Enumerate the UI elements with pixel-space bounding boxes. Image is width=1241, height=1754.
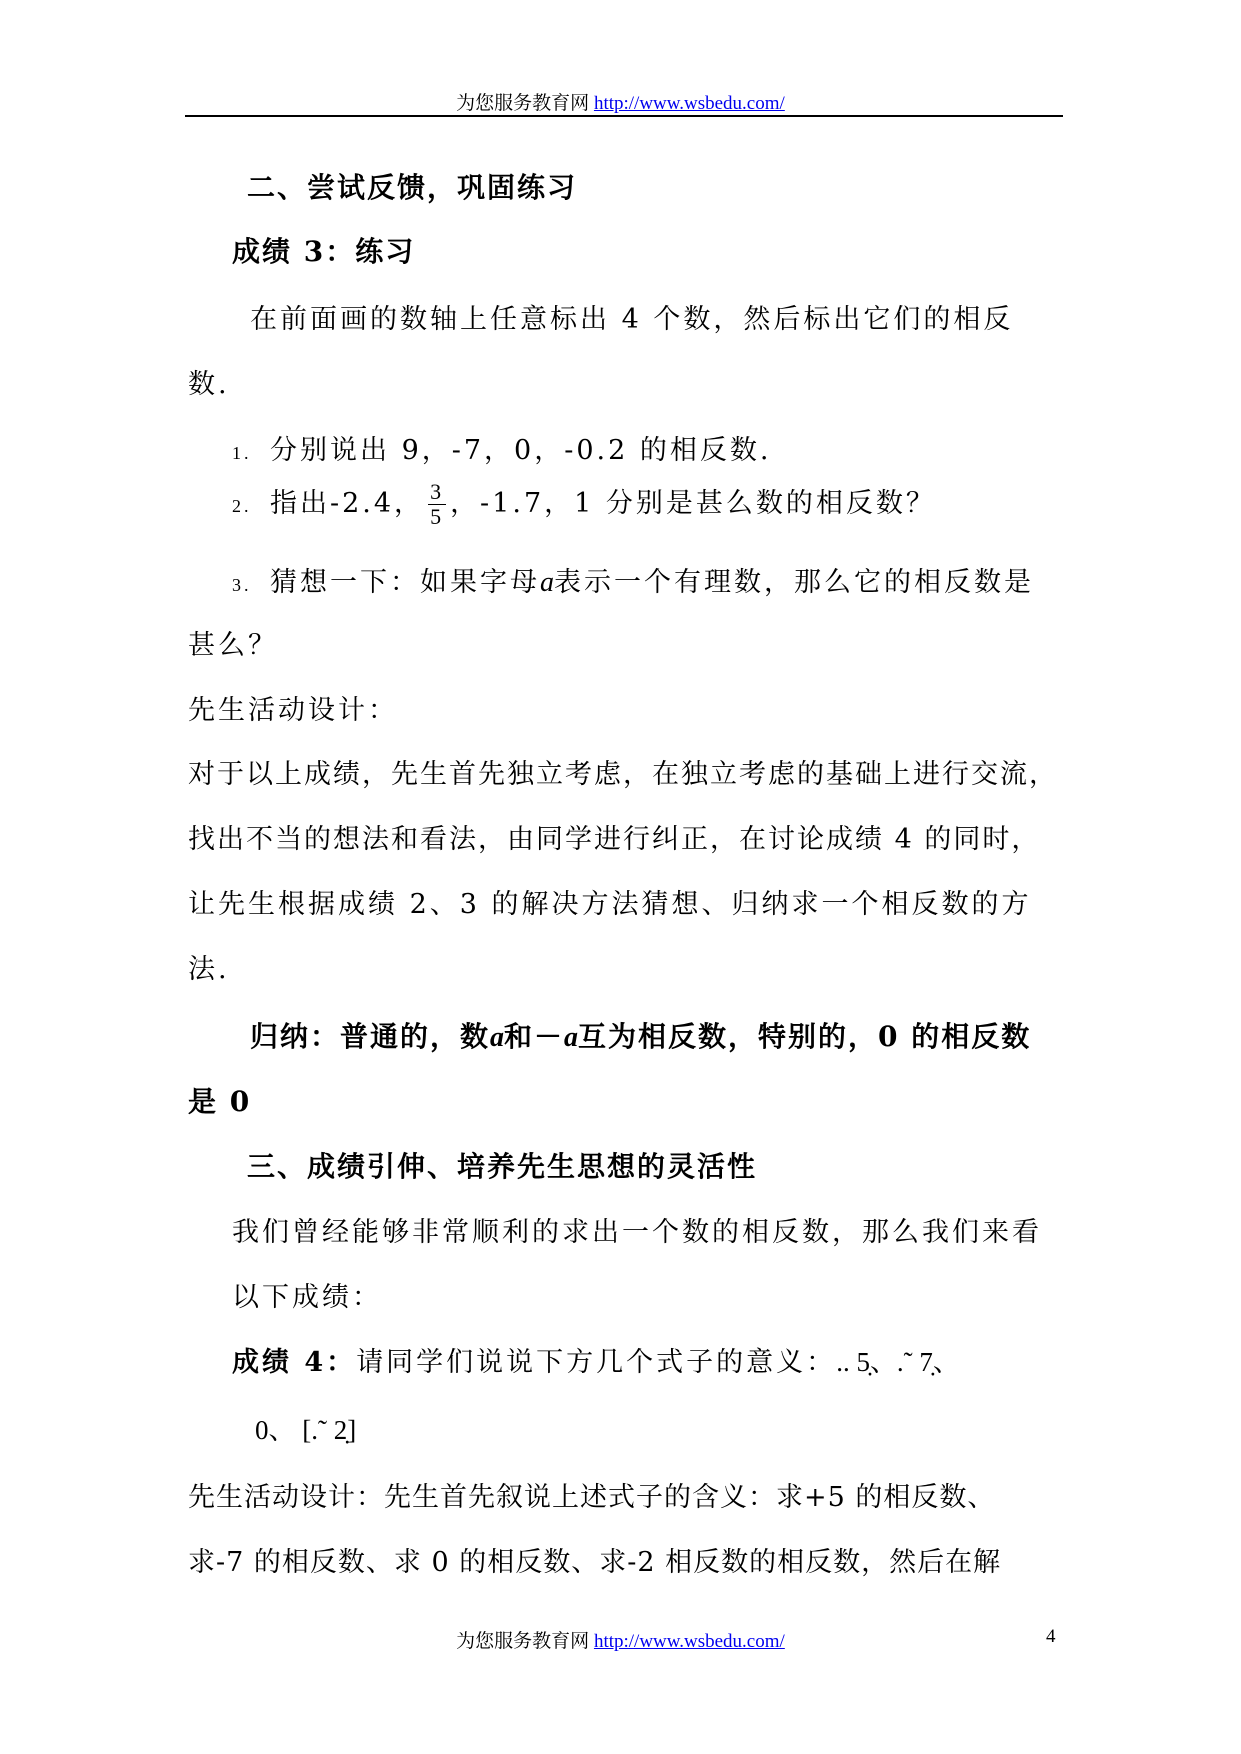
activity-line-4: 法. <box>188 954 230 985</box>
section-3-intro-line1: 我们曾经能够非常顺利的求出一个数的相反数，那么我们来看 <box>232 1217 1042 1248</box>
header-site-name: 为您服务教育网 <box>456 93 590 114</box>
item-text: 分别说出 9，-7，0，-0.2 的相反数. <box>270 435 772 466</box>
footer-site-name: 为您服务教育网 <box>456 1631 590 1652</box>
section-3-title: 三、成绩引伸、培养先生思想的灵活性 <box>247 1150 758 1183</box>
section-2-title: 二、尝试反馈，巩固练习 <box>247 171 578 204</box>
header-link[interactable]: http://www.wsbedu.com/ <box>593 93 785 114</box>
summary-variable-a: a <box>490 1022 505 1053</box>
activity-line-3: 让先生根据成绩 2、3 的解决方法猜想、归纳求一个相反数的方 <box>188 889 1032 920</box>
question-4-text: 请同学们说说下方几个式子的意义： <box>356 1347 837 1378</box>
section-3-activity-line2: 求-7 的相反数、求 0 的相反数、求-2 相反数的相反数，然后在解 <box>188 1547 1002 1578</box>
question-4 <box>232 1340 960 1379</box>
header-rule <box>185 115 1063 117</box>
item-number: 3. <box>232 575 252 595</box>
fraction-numerator: 3 <box>430 479 445 504</box>
question-4-expression-2: 0、 [.˜ 2̣] <box>255 1415 357 1445</box>
exercise-item-3 <box>232 560 1034 599</box>
activity-line-1: 对于以上成绩，先生首先独立考虑，在独立考虑的基础上进行交流， <box>188 759 1058 790</box>
item-text-b: 表示一个有理数，那么它的相反数是 <box>554 567 1034 598</box>
question-4-line2 <box>255 1408 356 1447</box>
exercise-item-3-line2: 甚么？ <box>188 630 278 661</box>
question-4-expression-1: .. 5̣、.˜ 7̣、 <box>836 1347 960 1377</box>
exercise-item-2 <box>232 480 936 529</box>
item-text-b: ，-1.7，1 分别是甚么数的相反数？ <box>450 488 936 519</box>
section-3-intro-line2: 以下成绩： <box>232 1282 382 1313</box>
summary-text-a: 归纳：普通的，数 <box>250 1020 491 1053</box>
question-4-label: 成绩 4： <box>232 1347 357 1378</box>
exercise-3-intro-line2: 数. <box>188 369 230 400</box>
activity-label: 先生活动设计： <box>188 695 398 726</box>
fraction <box>428 480 446 529</box>
summary-text-c: 互为相反数，特别的，0 的相反数 <box>578 1020 1032 1053</box>
summary-line-2: 是 0 <box>188 1085 252 1118</box>
item-number: 2. <box>232 496 252 516</box>
summary-text-b: 和－ <box>504 1020 565 1053</box>
summary-variable-a-neg: a <box>564 1022 579 1053</box>
item-text-a: 指出-2.4， <box>270 488 425 519</box>
fraction-denominator: 5 <box>430 504 445 529</box>
footer-link[interactable]: http://www.wsbedu.com/ <box>593 1631 785 1652</box>
page-header <box>0 88 1241 115</box>
variable-a: a <box>540 567 554 598</box>
exercise-3-title: 成绩 3：练习 <box>232 235 416 268</box>
summary-line-1 <box>250 1015 1031 1055</box>
item-text-a: 猜想一下：如果字母 <box>270 567 540 598</box>
page-number: 4 <box>1046 1626 1056 1647</box>
section-3-activity-line1: 先生活动设计：先生首先叙说上述式子的含义：求+5 的相反数、 <box>188 1482 996 1513</box>
exercise-3-intro-line1: 在前面画的数轴上任意标出 4 个数，然后标出它们的相反 <box>250 304 1014 335</box>
exercise-item-1 <box>232 428 771 467</box>
item-number: 1. <box>232 443 252 463</box>
activity-line-2: 找出不当的想法和看法，由同学进行纠正，在讨论成绩 4 的同时， <box>188 824 1041 855</box>
